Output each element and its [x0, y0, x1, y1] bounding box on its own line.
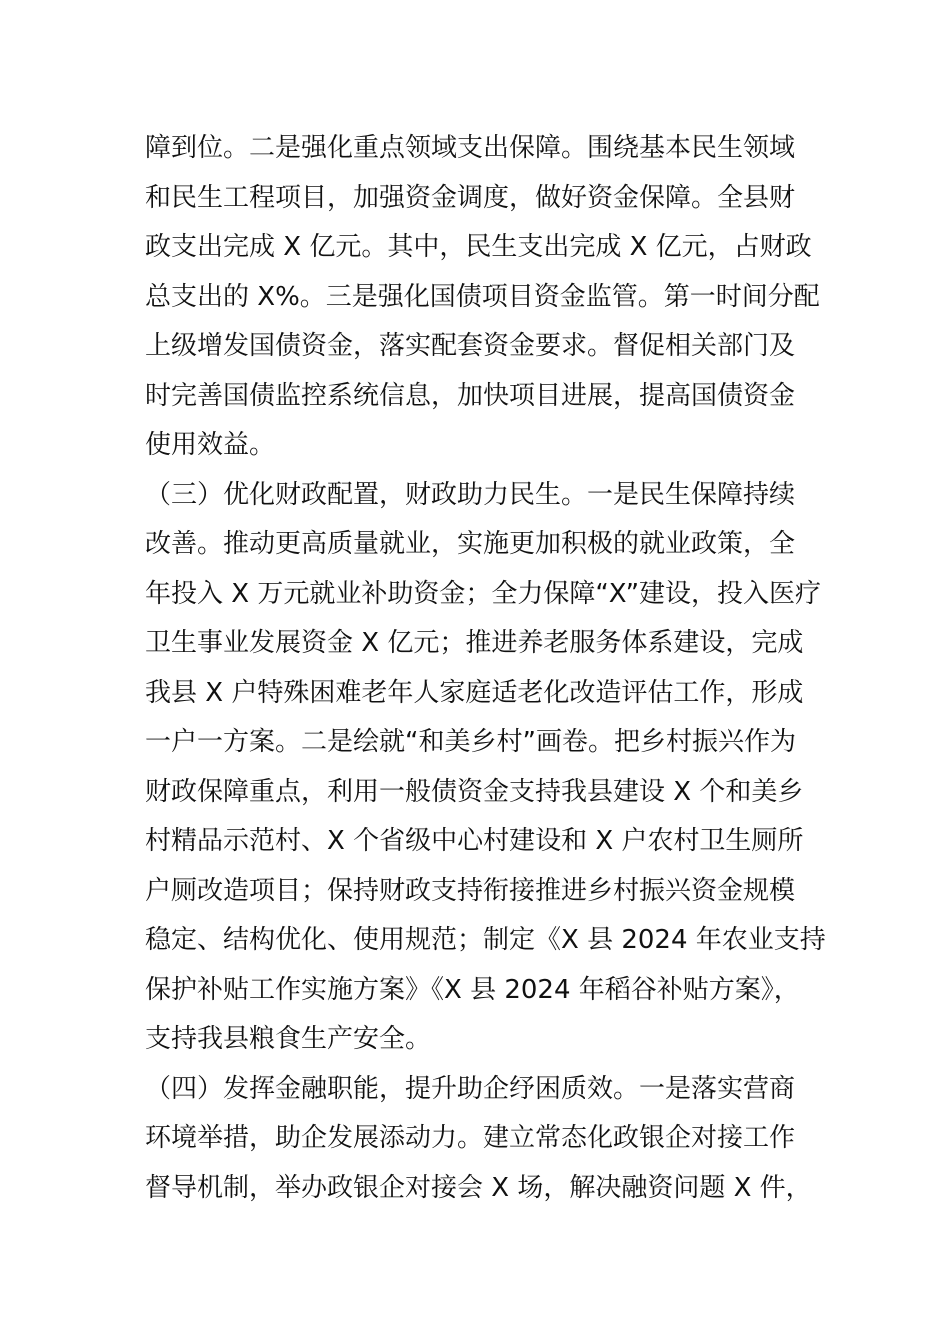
text-line: 改善。推动更高质量就业，实施更加积极的就业政策，全 — [145, 529, 796, 559]
text-line: 时完善国债监控系统信息，加快项目进展，提高国债资金 — [145, 380, 796, 411]
text-line: 保护补贴工作实施方案》《X 县 2024 年稻谷补贴方案》， — [145, 974, 800, 1005]
text-line: 总支出的 X%。三是强化国债项目资金监管。第一时间分配 — [145, 281, 820, 312]
text-line: 障到位。二是强化重点领域支出保障。围绕基本民生领域 — [145, 133, 796, 163]
text-line: （四）发挥金融职能，提升助企纾困质效。一是落实营商 — [145, 1073, 796, 1104]
text-line: 上级增发国债资金，落实配套资金要求。督促相关部门及 — [145, 331, 796, 361]
text-line: 一户一方案。二是绘就“和美乡村”画卷。把乡村振兴作为 — [145, 727, 796, 757]
text-line: 我县 X 户特殊困难老年人家庭适老化改造评估工作，形成 — [145, 677, 804, 708]
text-line: 财政保障重点，利用一般债资金支持我县建设 X 个和美乡 — [145, 776, 804, 807]
text-line: 稳定、结构优化、使用规范；制定《X 县 2024 年农业支持 — [145, 925, 826, 955]
text-line: 卫生事业发展资金 X 亿元；推进养老服务体系建设，完成 — [145, 628, 804, 658]
text-line: 督导机制，举办政银企对接会 X 场，解决融资问题 X 件， — [145, 1172, 812, 1203]
text-line: 环境举措，助企发展添动力。建立常态化政银企对接工作 — [145, 1123, 796, 1153]
text-line: 年投入 X 万元就业补助资金；全力保障“X”建设，投入医疗 — [145, 578, 822, 609]
text-line: 支持我县粮食生产安全。 — [145, 1024, 432, 1054]
text-line: 户厕改造项目；保持财政支持衔接推进乡村振兴资金规模 — [145, 875, 796, 906]
text-line: （三）优化财政配置，财政助力民生。一是民生保障持续 — [145, 479, 796, 510]
text-line: 政支出完成 X 亿元。其中，民生支出完成 X 亿元，占财政 — [145, 232, 812, 262]
document-body — [145, 124, 825, 1213]
text-line: 使用效益。 — [145, 430, 276, 460]
text-line: 和民生工程项目，加强资金调度，做好资金保障。全县财 — [145, 182, 796, 213]
text-line: 村精品示范村、X 个省级中心村建设和 X 户农村卫生厕所 — [145, 826, 804, 856]
